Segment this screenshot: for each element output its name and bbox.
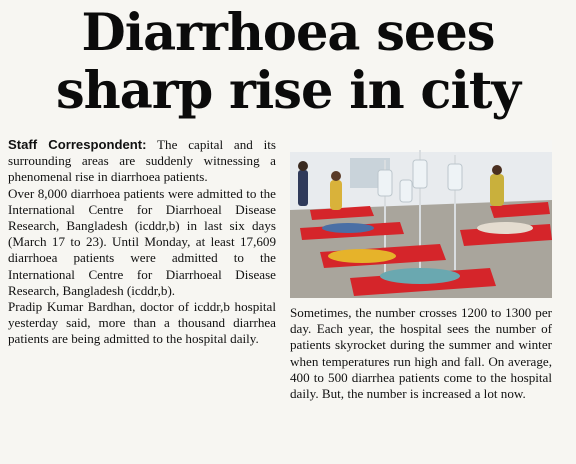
visitor-dark [298, 170, 308, 206]
article-column-right [290, 305, 552, 402]
lead-text: The capital and its surrounding areas are suddenly witnessing a phenomenal rise in diarrhoea patients. [8, 137, 277, 185]
headline [0, 4, 576, 120]
paragraph-3: Pradip Kumar Bardhan, doctor of icddr,b hospital yesterday said, more than a thousand diarrhea patients are being admitted to the hospital daily. [8, 299, 276, 347]
headline-line-2: sharp rise in city [55, 61, 521, 121]
article-column-left [8, 137, 276, 348]
paragraph-2: Over 8,000 diarrhoea patients were admitted to the International Centre for Diarrhoeal Disease Research, Bangladesh (icddr,b) in last six days (March 17 to 23). Until Monday, at least 17,609 diarrhoea patients were admitted to the International Centre for Diarrhoeal Disease Research, Bangladesh (icddr,b). [8, 185, 276, 298]
patient-white [477, 222, 533, 234]
lead-paragraph [8, 137, 276, 186]
hospital-ward-illustration [290, 140, 552, 298]
hospital-ward-photo [290, 140, 552, 298]
visitor-yellow [330, 180, 342, 210]
patient-blue [322, 223, 374, 233]
patient-teal [380, 268, 460, 284]
byline: Staff Correspondent: [8, 137, 147, 152]
visitor-sari [490, 174, 504, 206]
paragraph-4: Sometimes, the number crosses 1200 to 1300 per day. Each year, the hospital sees the number of patients skyrocket during the summer and winter when temperatures run high and fall. On average, 400 to 500 diarrhea patients come to the hospital daily. But, the number is increased a lot now. [290, 305, 552, 402]
patient-yellow [328, 249, 396, 263]
headline-line-1: Diarrhoea sees [81, 3, 495, 63]
